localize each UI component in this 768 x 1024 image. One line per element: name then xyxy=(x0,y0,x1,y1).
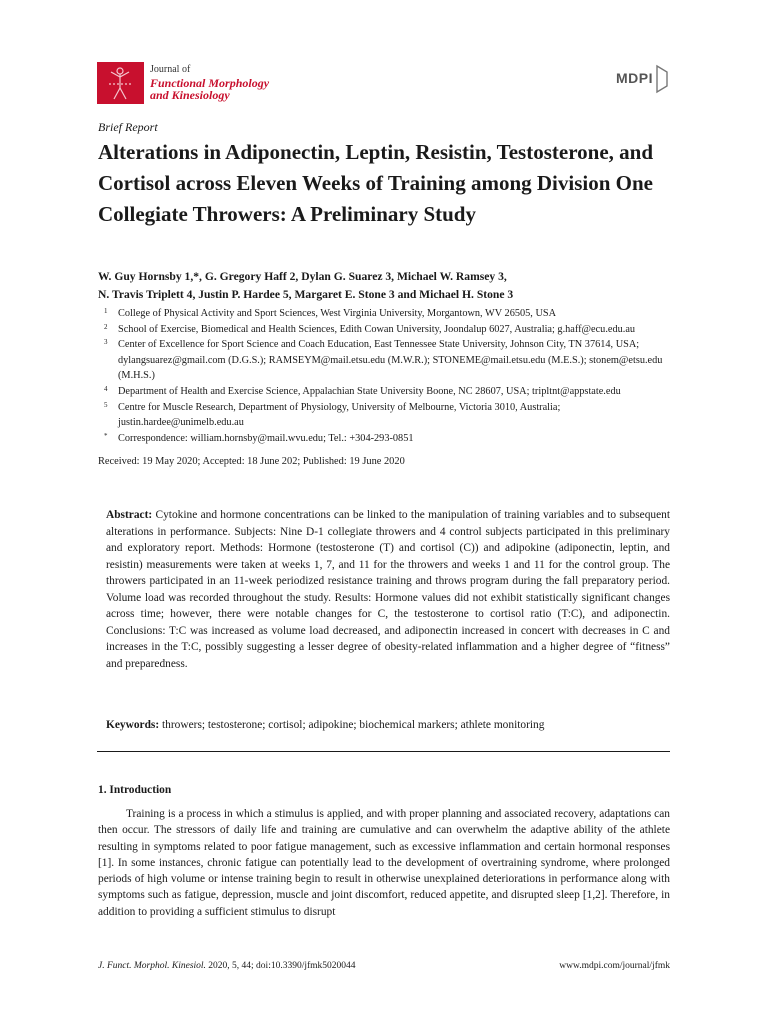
received-dates: Received: 19 May 2020; Accepted: 18 June 202; Published: 19 June 2020 xyxy=(98,456,405,468)
affiliation-item xyxy=(98,337,678,384)
affiliation-text: Centre for Muscle Research, Department of Physiology, University of Melbourne, Victoria 3010, Australia; justin.hardee@unimelb.edu.au xyxy=(118,401,561,429)
section-heading: 1. Introduction xyxy=(98,784,172,796)
abstract-text: Cytokine and hormone concentrations can be linked to the manipulation of training variables and to subsequent alterations in performance. Subjects: Nine D-1 collegiate throwers and 4 control subjects participated in this preliminary and exploratory report. Methods: Hormone (testosterone (T) and cortisol (C)) and adipokine (adiponectin, leptin, and resistin) measurements were taken at weeks 1, 7, and 11 for the throwers and weeks 1 and 11 for the control group. The throwers participated in an 11-week periodized resistance training and throws program during the fall preparatory period. Volume load was recorded throughout the study. Results: Hormone values did not exhibit statistically significant changes across time; however, there were notable changes for C, the testosterone to cortisol ratio (T:C), and adiponectin. Conclusions: T:C was increased as volume load decreased, and adiponectin increased in concert with decreases in C and increases in the T:C, possibly suggesting a lesser degree of obesity-related inflammation and a higher degree of “fitness” and preparedness. xyxy=(106,509,670,670)
keywords-label: Keywords: xyxy=(106,719,160,731)
article-type: Brief Report xyxy=(98,120,158,134)
affiliation-number: 1 xyxy=(104,307,108,315)
correspondence-item xyxy=(98,431,678,447)
author-line-2: N. Travis Triplett 4, Justin P. Hardee 5, Margaret E. Stone 3 and Michael H. Stone 3 xyxy=(98,288,514,301)
keywords xyxy=(106,719,670,731)
intro-paragraph: Training is a process in which a stimulus is applied, and with proper planning and associated recovery, adaptations can then occur. The stressors of daily life and training are cumulative and can overwhelm the adaptive ability of the athlete resulting in symptoms related to poor fatigue management, such as excessive inflammation and certain hormonal responses [1]. In some instances, chronic fatigue can potentially lead to the development of overtraining syndrome, where prolonged periods of high volume or intense training begin to result in otherwise unexplained deteriorations in performance along with symptoms such as fatigue, depression, muscle and joint discomfort, reduced appetite, and disrupted sleep [1,2]. Therefore, in addition to providing a sufficient stimulus to disrupt xyxy=(98,808,670,918)
affiliation-text: College of Physical Activity and Sport Sciences, West Virginia University, Morgantown, WV 26505, USA xyxy=(118,308,557,319)
affiliation-number: 4 xyxy=(104,384,108,393)
publisher-label: MDPI xyxy=(616,70,653,86)
article-title: Alterations in Adiponectin, Leptin, Resistin, Testosterone, and Cortisol across Eleven Weeks of Training among Division One Collegiate Throwers: A Preliminary Study xyxy=(98,140,654,226)
affiliation-text: Correspondence: william.hornsby@mail.wvu.edu; Tel.: +304-293-0851 xyxy=(118,432,414,444)
affiliation-number: 5 xyxy=(104,400,108,409)
footer-citation xyxy=(98,961,356,971)
author-line-1: W. Guy Hornsby 1,*, G. Gregory Haff 2, Dylan G. Suarez 3, Michael W. Ramsey 3, xyxy=(98,270,507,283)
journal-name-line1: Functional Morphology xyxy=(150,75,270,90)
journal-of-label: Journal of xyxy=(150,64,191,75)
abstract xyxy=(106,507,670,672)
affiliation-text: Center of Excellence for Sport Science and Coach Education, East Tennessee State University, Johnson City, TN 37614, USA; dylangsuarez@gmail.com (D.G.S.); RAMSEYM@mail.etsu.edu (M.W.R.); STONEME@mail.etsu.edu (M.E.S.); stonem@etsu.edu (M.H.S.) xyxy=(118,339,663,382)
footer-url[interactable]: www.mdpi.com/journal/jfmk xyxy=(559,961,670,971)
author-list xyxy=(98,268,678,304)
affiliation-item xyxy=(98,306,678,322)
affiliations xyxy=(98,306,678,470)
affiliation-text: School of Exercise, Biomedical and Health Sciences, Edith Cowan University, Joondalup 6027, Australia; g.haff@ecu.edu.au xyxy=(118,323,636,335)
section-divider xyxy=(97,751,670,752)
footer-journal-abbrev: J. Funct. Morphol. Kinesiol. xyxy=(98,961,206,971)
footer-doi: 2020, 5, 44; doi:10.3390/jfmk5020044 xyxy=(208,961,356,971)
affiliation-number: 3 xyxy=(104,338,108,347)
keywords-text: throwers; testosterone; cortisol; adipokine; biochemical markers; athlete monitoring xyxy=(162,719,545,731)
affiliation-text: Department of Health and Exercise Science, Appalachian State University Boone, NC 28607, USA; tripltnt@appstate.edu xyxy=(118,385,621,397)
affiliation-item xyxy=(98,322,678,338)
affiliation-number: 2 xyxy=(104,322,108,331)
affiliation-item xyxy=(98,384,678,400)
affiliation-item xyxy=(98,400,678,431)
journal-name-line2: and Kinesiology xyxy=(150,88,230,102)
journal-logo xyxy=(97,62,144,104)
affiliation-number: * xyxy=(104,431,108,440)
journal-title-block xyxy=(150,64,269,102)
abstract-label: Abstract: xyxy=(106,509,153,521)
